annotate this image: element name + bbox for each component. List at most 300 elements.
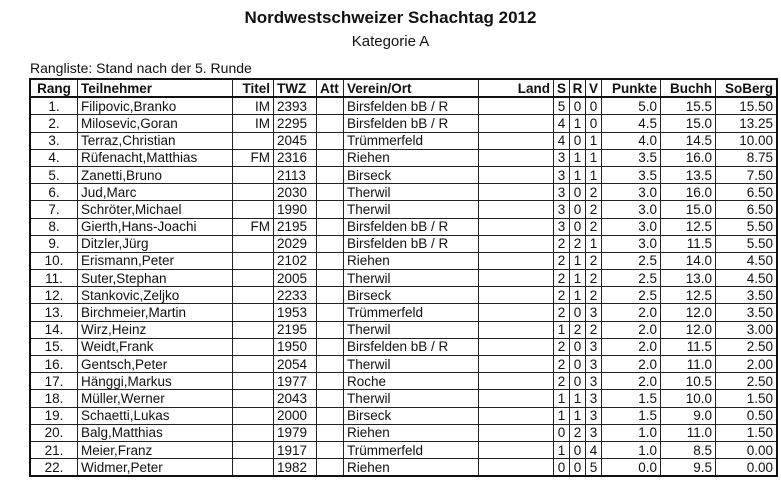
cell-rang: 17. — [30, 373, 78, 390]
cell-soberg: 0.50 — [716, 407, 778, 424]
table-row — [30, 218, 777, 235]
cell-rang: 14. — [30, 321, 78, 338]
cell-teilnehmer: Meier,Franz — [78, 441, 233, 458]
cell-titel: FM — [233, 149, 274, 166]
col-header-rang: Rang — [30, 79, 78, 97]
cell-titel — [233, 459, 274, 477]
cell-r: 1 — [570, 166, 586, 183]
cell-land — [479, 218, 554, 235]
cell-land — [479, 287, 554, 304]
col-header-r: R — [570, 79, 586, 97]
cell-v: 1 — [586, 132, 602, 149]
cell-punkte: 2.0 — [602, 373, 661, 390]
cell-s: 1 — [554, 407, 570, 424]
cell-v: 1 — [586, 235, 602, 252]
cell-v: 3 — [586, 390, 602, 407]
cell-twz: 2102 — [274, 252, 317, 269]
cell-soberg: 3.00 — [716, 321, 778, 338]
cell-att — [317, 390, 344, 407]
cell-r: 2 — [570, 424, 586, 441]
cell-verein: Birsfelden bB / R — [344, 338, 479, 355]
cell-soberg: 8.75 — [716, 149, 778, 166]
cell-att — [317, 356, 344, 373]
cell-twz: 1950 — [274, 338, 317, 355]
cell-twz: 2295 — [274, 115, 317, 132]
cell-soberg: 3.50 — [716, 304, 778, 321]
cell-titel — [233, 356, 274, 373]
cell-twz: 1990 — [274, 201, 317, 218]
table-row — [30, 356, 777, 373]
cell-r: 2 — [570, 321, 586, 338]
table-row — [30, 373, 777, 390]
cell-rang: 20. — [30, 424, 78, 441]
cell-v: 3 — [586, 356, 602, 373]
col-header-buchh: Buchh — [661, 79, 716, 97]
cell-v: 3 — [586, 424, 602, 441]
cell-land — [479, 252, 554, 269]
cell-s: 1 — [554, 441, 570, 458]
cell-verein: Trümmerfeld — [344, 304, 479, 321]
cell-titel — [233, 252, 274, 269]
cell-titel — [233, 132, 274, 149]
table-header-row — [30, 79, 777, 97]
table-row — [30, 235, 777, 252]
col-header-verein: Verein/Ort — [344, 79, 479, 97]
cell-s: 3 — [554, 201, 570, 218]
cell-twz: 2195 — [274, 218, 317, 235]
cell-att — [317, 373, 344, 390]
cell-r: 1 — [570, 390, 586, 407]
cell-punkte: 2.0 — [602, 338, 661, 355]
cell-v: 1 — [586, 166, 602, 183]
cell-rang: 7. — [30, 201, 78, 218]
cell-soberg: 4.50 — [716, 270, 778, 287]
cell-soberg: 0.00 — [716, 441, 778, 458]
cell-r: 1 — [570, 407, 586, 424]
cell-buchh: 15.5 — [661, 97, 716, 115]
col-header-punkte: Punkte — [602, 79, 661, 97]
cell-v: 2 — [586, 252, 602, 269]
cell-att — [317, 235, 344, 252]
col-header-twz: TWZ — [274, 79, 317, 97]
cell-titel — [233, 441, 274, 458]
cell-verein: Birseck — [344, 287, 479, 304]
cell-teilnehmer: Rüfenacht,Matthias — [78, 149, 233, 166]
cell-punkte: 1.5 — [602, 407, 661, 424]
cell-s: 2 — [554, 304, 570, 321]
cell-soberg: 2.50 — [716, 373, 778, 390]
table-row — [30, 338, 777, 355]
cell-soberg: 15.50 — [716, 97, 778, 115]
table-row — [30, 441, 777, 458]
cell-buchh: 15.0 — [661, 201, 716, 218]
cell-titel — [233, 390, 274, 407]
cell-buchh: 13.5 — [661, 166, 716, 183]
cell-buchh: 12.0 — [661, 321, 716, 338]
cell-punkte: 1.5 — [602, 390, 661, 407]
cell-s: 3 — [554, 149, 570, 166]
cell-soberg: 0.00 — [716, 459, 778, 477]
cell-teilnehmer: Schröter,Michael — [78, 201, 233, 218]
cell-land — [479, 270, 554, 287]
cell-teilnehmer: Hänggi,Markus — [78, 373, 233, 390]
cell-verein: Therwil — [344, 201, 479, 218]
cell-r: 1 — [570, 252, 586, 269]
cell-v: 4 — [586, 441, 602, 458]
cell-buchh: 11.5 — [661, 235, 716, 252]
table-row — [30, 321, 777, 338]
cell-teilnehmer: Birchmeier,Martin — [78, 304, 233, 321]
cell-punkte: 1.0 — [602, 441, 661, 458]
cell-rang: 18. — [30, 390, 78, 407]
cell-soberg: 3.50 — [716, 287, 778, 304]
cell-punkte: 3.5 — [602, 149, 661, 166]
cell-r: 1 — [570, 115, 586, 132]
cell-punkte: 2.0 — [602, 304, 661, 321]
cell-r: 0 — [570, 356, 586, 373]
cell-rang: 4. — [30, 149, 78, 166]
cell-r: 0 — [570, 459, 586, 477]
cell-rang: 8. — [30, 218, 78, 235]
cell-verein: Birsfelden bB / R — [344, 218, 479, 235]
cell-teilnehmer: Jud,Marc — [78, 184, 233, 201]
ranking-caption: Rangliste: Stand nach der 5. Runde — [30, 60, 252, 76]
cell-land — [479, 424, 554, 441]
table-row — [30, 115, 777, 132]
table-row — [30, 270, 777, 287]
cell-att — [317, 321, 344, 338]
cell-rang: 6. — [30, 184, 78, 201]
cell-verein: Riehen — [344, 252, 479, 269]
cell-titel — [233, 235, 274, 252]
cell-s: 2 — [554, 356, 570, 373]
cell-land — [479, 338, 554, 355]
cell-v: 0 — [586, 115, 602, 132]
cell-teilnehmer: Gentsch,Peter — [78, 356, 233, 373]
cell-teilnehmer: Müller,Werner — [78, 390, 233, 407]
cell-twz: 2005 — [274, 270, 317, 287]
cell-twz: 2393 — [274, 97, 317, 115]
cell-att — [317, 149, 344, 166]
cell-r: 2 — [570, 235, 586, 252]
cell-s: 3 — [554, 218, 570, 235]
cell-r: 1 — [570, 270, 586, 287]
cell-r: 0 — [570, 132, 586, 149]
table-row — [30, 184, 777, 201]
table-row — [30, 459, 777, 477]
cell-soberg: 10.00 — [716, 132, 778, 149]
cell-titel — [233, 166, 274, 183]
cell-punkte: 4.5 — [602, 115, 661, 132]
cell-att — [317, 132, 344, 149]
cell-r: 1 — [570, 287, 586, 304]
cell-buchh: 11.0 — [661, 424, 716, 441]
cell-punkte: 2.5 — [602, 287, 661, 304]
cell-soberg: 7.50 — [716, 166, 778, 183]
cell-v: 2 — [586, 321, 602, 338]
cell-rang: 5. — [30, 166, 78, 183]
table-row — [30, 201, 777, 218]
cell-twz: 2316 — [274, 149, 317, 166]
col-header-s: S — [554, 79, 570, 97]
cell-v: 0 — [586, 97, 602, 115]
cell-buchh: 11.0 — [661, 356, 716, 373]
cell-buchh: 12.5 — [661, 287, 716, 304]
col-header-land: Land — [479, 79, 554, 97]
cell-v: 5 — [586, 459, 602, 477]
cell-buchh: 11.5 — [661, 338, 716, 355]
cell-soberg: 13.25 — [716, 115, 778, 132]
cell-punkte: 4.0 — [602, 132, 661, 149]
cell-land — [479, 166, 554, 183]
cell-v: 3 — [586, 304, 602, 321]
cell-punkte: 3.5 — [602, 166, 661, 183]
cell-teilnehmer: Widmer,Peter — [78, 459, 233, 477]
cell-s: 3 — [554, 184, 570, 201]
cell-titel — [233, 184, 274, 201]
table-row — [30, 304, 777, 321]
cell-rang: 3. — [30, 132, 78, 149]
cell-twz: 1982 — [274, 459, 317, 477]
cell-r: 0 — [570, 201, 586, 218]
cell-twz: 2195 — [274, 321, 317, 338]
cell-punkte: 3.0 — [602, 235, 661, 252]
cell-teilnehmer: Filipovic,Branko — [78, 97, 233, 115]
cell-twz: 1979 — [274, 424, 317, 441]
cell-rang: 15. — [30, 338, 78, 355]
cell-titel — [233, 407, 274, 424]
cell-titel — [233, 270, 274, 287]
cell-twz: 2045 — [274, 132, 317, 149]
cell-punkte: 0.0 — [602, 459, 661, 477]
cell-rang: 10. — [30, 252, 78, 269]
cell-verein: Therwil — [344, 321, 479, 338]
cell-punkte: 2.0 — [602, 356, 661, 373]
cell-buchh: 16.0 — [661, 184, 716, 201]
cell-punkte: 2.0 — [602, 321, 661, 338]
cell-teilnehmer: Schaetti,Lukas — [78, 407, 233, 424]
cell-land — [479, 390, 554, 407]
cell-s: 4 — [554, 115, 570, 132]
cell-att — [317, 441, 344, 458]
cell-teilnehmer: Ditzler,Jürg — [78, 235, 233, 252]
cell-punkte: 2.5 — [602, 252, 661, 269]
cell-teilnehmer: Erismann,Peter — [78, 252, 233, 269]
cell-soberg: 1.50 — [716, 390, 778, 407]
cell-rang: 1. — [30, 97, 78, 115]
cell-att — [317, 304, 344, 321]
cell-verein: Riehen — [344, 149, 479, 166]
cell-s: 2 — [554, 287, 570, 304]
cell-teilnehmer: Zanetti,Bruno — [78, 166, 233, 183]
col-header-soberg: SoBerg — [716, 79, 778, 97]
cell-verein: Therwil — [344, 184, 479, 201]
cell-rang: 19. — [30, 407, 78, 424]
cell-r: 0 — [570, 304, 586, 321]
cell-punkte: 5.0 — [602, 97, 661, 115]
cell-land — [479, 184, 554, 201]
table-row — [30, 252, 777, 269]
cell-verein: Birsfelden bB / R — [344, 235, 479, 252]
document-subtitle: Kategorie A — [351, 33, 430, 50]
cell-titel: IM — [233, 97, 274, 115]
cell-titel — [233, 373, 274, 390]
cell-rang: 21. — [30, 441, 78, 458]
cell-buchh: 14.0 — [661, 252, 716, 269]
cell-teilnehmer: Weidt,Frank — [78, 338, 233, 355]
cell-s: 2 — [554, 373, 570, 390]
cell-rang: 11. — [30, 270, 78, 287]
table-row — [30, 97, 777, 115]
cell-buchh: 13.0 — [661, 270, 716, 287]
cell-land — [479, 321, 554, 338]
cell-titel — [233, 338, 274, 355]
cell-punkte: 2.5 — [602, 270, 661, 287]
cell-buchh: 8.5 — [661, 441, 716, 458]
cell-buchh: 14.5 — [661, 132, 716, 149]
cell-land — [479, 407, 554, 424]
cell-twz: 2054 — [274, 356, 317, 373]
cell-punkte: 3.0 — [602, 201, 661, 218]
cell-s: 0 — [554, 459, 570, 477]
cell-s: 1 — [554, 321, 570, 338]
cell-v: 1 — [586, 149, 602, 166]
cell-rang: 16. — [30, 356, 78, 373]
cell-titel: IM — [233, 115, 274, 132]
col-header-att: Att — [317, 79, 344, 97]
cell-land — [479, 304, 554, 321]
cell-soberg: 6.50 — [716, 201, 778, 218]
cell-v: 3 — [586, 373, 602, 390]
cell-land — [479, 149, 554, 166]
table-row — [30, 149, 777, 166]
ranking-table — [29, 78, 778, 477]
cell-verein: Riehen — [344, 459, 479, 477]
cell-twz: 2113 — [274, 166, 317, 183]
cell-teilnehmer: Stankovic,Zeljko — [78, 287, 233, 304]
cell-punkte: 1.0 — [602, 424, 661, 441]
cell-twz: 2000 — [274, 407, 317, 424]
cell-verein: Riehen — [344, 424, 479, 441]
ranking-table-body — [30, 97, 777, 476]
cell-s: 2 — [554, 338, 570, 355]
cell-att — [317, 338, 344, 355]
cell-punkte: 3.0 — [602, 218, 661, 235]
cell-s: 3 — [554, 166, 570, 183]
cell-teilnehmer: Wirz,Heinz — [78, 321, 233, 338]
cell-buchh: 9.5 — [661, 459, 716, 477]
cell-rang: 2. — [30, 115, 78, 132]
cell-twz: 1953 — [274, 304, 317, 321]
cell-twz: 1977 — [274, 373, 317, 390]
cell-titel — [233, 321, 274, 338]
cell-r: 0 — [570, 373, 586, 390]
cell-titel — [233, 287, 274, 304]
cell-verein: Birseck — [344, 407, 479, 424]
cell-r: 0 — [570, 441, 586, 458]
cell-buchh: 15.0 — [661, 115, 716, 132]
cell-buchh: 9.0 — [661, 407, 716, 424]
table-row — [30, 287, 777, 304]
cell-verein: Birsfelden bB / R — [344, 97, 479, 115]
cell-buchh: 10.5 — [661, 373, 716, 390]
table-row — [30, 424, 777, 441]
cell-att — [317, 218, 344, 235]
table-row — [30, 407, 777, 424]
cell-att — [317, 270, 344, 287]
cell-teilnehmer: Suter,Stephan — [78, 270, 233, 287]
cell-att — [317, 459, 344, 477]
cell-titel — [233, 304, 274, 321]
cell-twz: 2029 — [274, 235, 317, 252]
cell-verein: Birseck — [344, 166, 479, 183]
cell-teilnehmer: Gierth,Hans-Joachi — [78, 218, 233, 235]
cell-land — [479, 115, 554, 132]
cell-verein: Birsfelden bB / R — [344, 115, 479, 132]
cell-verein: Therwil — [344, 270, 479, 287]
cell-twz: 2233 — [274, 287, 317, 304]
cell-s: 2 — [554, 235, 570, 252]
table-row — [30, 132, 777, 149]
cell-r: 1 — [570, 149, 586, 166]
cell-v: 2 — [586, 184, 602, 201]
cell-buchh: 10.0 — [661, 390, 716, 407]
cell-r: 0 — [570, 218, 586, 235]
cell-verein: Roche — [344, 373, 479, 390]
cell-soberg: 5.50 — [716, 218, 778, 235]
cell-s: 0 — [554, 424, 570, 441]
cell-rang: 13. — [30, 304, 78, 321]
cell-soberg: 4.50 — [716, 252, 778, 269]
cell-verein: Therwil — [344, 356, 479, 373]
cell-r: 0 — [570, 338, 586, 355]
cell-att — [317, 115, 344, 132]
cell-land — [479, 201, 554, 218]
cell-att — [317, 97, 344, 115]
cell-titel — [233, 424, 274, 441]
cell-s: 5 — [554, 97, 570, 115]
cell-titel: FM — [233, 218, 274, 235]
cell-att — [317, 166, 344, 183]
cell-buchh: 12.0 — [661, 304, 716, 321]
cell-v: 2 — [586, 287, 602, 304]
cell-soberg: 1.50 — [716, 424, 778, 441]
cell-r: 0 — [570, 97, 586, 115]
cell-teilnehmer: Terraz,Christian — [78, 132, 233, 149]
cell-v: 2 — [586, 270, 602, 287]
cell-v: 2 — [586, 201, 602, 218]
cell-land — [479, 373, 554, 390]
cell-soberg: 2.50 — [716, 338, 778, 355]
cell-att — [317, 287, 344, 304]
cell-verein: Trümmerfeld — [344, 441, 479, 458]
cell-twz: 2043 — [274, 390, 317, 407]
cell-v: 3 — [586, 407, 602, 424]
cell-soberg: 2.00 — [716, 356, 778, 373]
col-header-titel: Titel — [233, 79, 274, 97]
table-row — [30, 390, 777, 407]
cell-soberg: 5.50 — [716, 235, 778, 252]
cell-rang: 9. — [30, 235, 78, 252]
cell-titel — [233, 201, 274, 218]
cell-buchh: 16.0 — [661, 149, 716, 166]
cell-punkte: 3.0 — [602, 184, 661, 201]
cell-land — [479, 235, 554, 252]
cell-land — [479, 441, 554, 458]
document-title: Nordwestschweizer Schachtag 2012 — [244, 8, 537, 27]
cell-twz: 1917 — [274, 441, 317, 458]
cell-buchh: 12.5 — [661, 218, 716, 235]
